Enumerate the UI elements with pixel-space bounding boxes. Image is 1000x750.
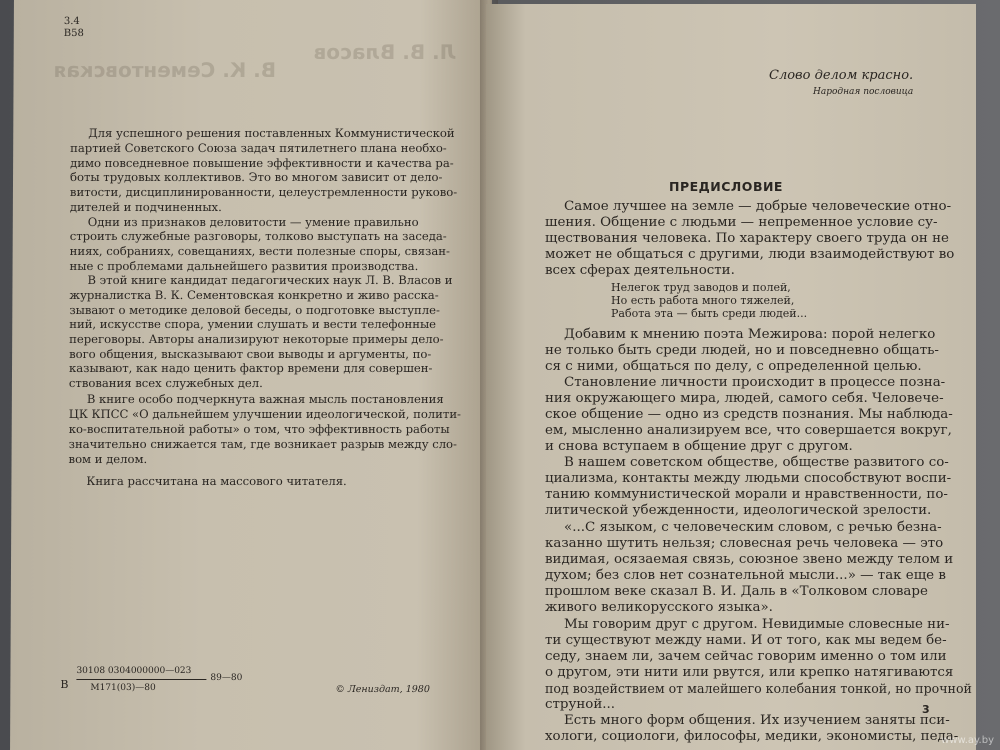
text-line: вого общения, высказывают свои выводы и аргументы, по- [69,347,432,361]
text-line: ствования всех служебных дел. [68,376,263,390]
text-line: Самое лучшее на земле — добрые человеческие отно- [564,199,952,214]
library-code: В58 [63,28,84,39]
watermark: www.ay.by [941,735,994,746]
text-line: партией Советского Союза задач пятилетнего плана необхо- [70,141,447,155]
epigraph: Слово делом красно. [769,68,914,83]
text-line: ЦК КПСС «О дальнейшем улучшении идеологической, полити- [68,407,462,421]
verse-line: Но есть работа много тяжелей, [611,294,795,307]
text-line: ниях, собраниях, совещаниях, вести полезные споры, связан- [69,244,450,258]
imprint-range: 89—80 [210,673,243,683]
text-line: казывают, как надо ценить фактор времени для совершен- [69,361,433,375]
show-through-author-1: Л. В. Власов [313,40,457,64]
text-line: димо повседневное повышение эффективности и качества ра- [70,156,454,170]
text-line: Книга рассчитана на массового читателя. [86,474,347,488]
text-line: значительно снижается там, где возникает разрыв между сло- [68,437,458,451]
chapter-heading: ПРЕДИСЛОВИЕ [669,179,783,194]
text-line: Есть много форм общения. Их изучением заняты пси- [564,713,950,728]
text-line: витости, дисциплинированности, целеустремленности руково- [69,185,458,199]
imprint-line2: М171(03)—80 [90,683,156,693]
text-line: ные с проблемами дальнейшего развития производства. [69,259,419,273]
text-line: видимая, осязаемая связь, союзное звено между телом и [545,552,954,567]
verse-line: Работа эта — быть среди людей... [611,307,808,320]
text-line: не только быть среди людей, но и повседневно общать- [545,343,939,358]
text-line: переговоры. Авторы анализируют некоторые примеры дело- [69,332,444,346]
text-line: шения. Общение с людьми — непременное условие су- [545,215,938,230]
text-line: ти существуют между нами. И от того, как мы ведем бе- [545,633,947,648]
text-line: вом и делом. [68,452,148,466]
text-line: струной... [545,697,616,712]
text-line: строить служебные разговоры, толково выступать на заседа- [69,229,447,243]
text-line: литической убежденности, идеологической зрелости. [545,503,932,518]
text-line: всех сферах деятельности. [545,263,735,278]
text-line: журналистка В. К. Сементовская конкретно и живо расска- [69,288,439,302]
text-line: духом; без слов нет сознательной мысли...» — так еще в [545,568,946,583]
left-page [10,0,492,750]
epigraph-source: Народная пословица [813,87,914,97]
text-line: дителей и подчиненных. [69,200,222,214]
text-line: живого великорусского языка». [545,600,773,615]
imprint-line1: 30108 0304000000—023 [76,666,192,676]
text-line: о другом, эти нити или рвутся, или крепко натягиваются [545,665,954,680]
right-page [486,4,976,750]
publisher-imprint: © Лениздат, 1980 [335,684,430,695]
show-through-author-2: В. К. Сементовская [53,58,277,82]
text-line: зывают о методике деловой беседы, о подготовке выступле- [69,303,440,317]
imprint-letter: В [60,678,69,691]
text-line: прошлом веке сказал В. И. Даль в «Толковом словаре [545,584,928,599]
text-line: хологи, социологи, философы, медики, экономисты, педа- [545,729,959,744]
text-line: Становление личности происходит в процессе позна- [564,375,946,390]
text-line: ское общение — одно из средств познания. Мы наблюда- [545,407,953,422]
text-line: танию коммунистической морали и нравственности, по- [545,487,948,502]
page-number: 3 [922,703,930,716]
text-line: ко-воспитательной работы» о том, что эффективность работы [68,422,450,436]
text-line: и снова вступаем в общение друг с другом. [545,439,853,454]
text-line: ния окружающего мира, людей, самого себя. Человече- [545,391,944,406]
verse-line: Нелегок труд заводов и полей, [611,281,791,294]
udc-index: 3.4 [63,16,80,27]
text-line: «...С языком, с человеческим словом, с речью безна- [564,520,942,535]
text-line: Мы говорим друг с другом. Невидимые словесные ни- [564,617,950,632]
text-line: ем, мысленно анализируем все, что совершается вокруг, [545,423,952,438]
text-line: ся с ними, общаться по делу, с определенной целью. [545,359,922,374]
text-line: Добавим к мнению поэта Межирова: порой нелегко [564,327,936,342]
text-line: боты трудовых коллективов. Это во многом зависит от дело- [70,170,443,184]
text-line: Одни из признаков деловитости — умение правильно [87,215,419,229]
text-line: казанно шутить нельзя; словесная речь человека — это [545,536,944,551]
text-line: циализма, контакты между людьми способствуют воспи- [545,471,952,486]
text-line: Для успешного решения поставленных Коммунистической [88,126,455,140]
text-line: ществования человека. По характеру своего труда он не [545,231,949,246]
text-line: может не общаться с другими, люди взаимодействуют во [545,247,955,262]
text-line: под воздействием от малейшего колебания тонкой, но прочной [545,681,972,696]
text-line: В этой книге кандидат педагогических наук Л. В. Власов и [87,273,453,287]
text-line: ний, искусстве спора, умении слушать и вести телефонные [69,317,437,331]
text-line: В нашем советском обществе, обществе развитого со- [564,455,949,470]
text-line: В книге особо подчеркнута важная мысль постановления [86,392,444,406]
text-line: седу, знаем ли, зачем сейчас говорим именно о том или [545,649,947,664]
imprint-divider [76,679,206,680]
